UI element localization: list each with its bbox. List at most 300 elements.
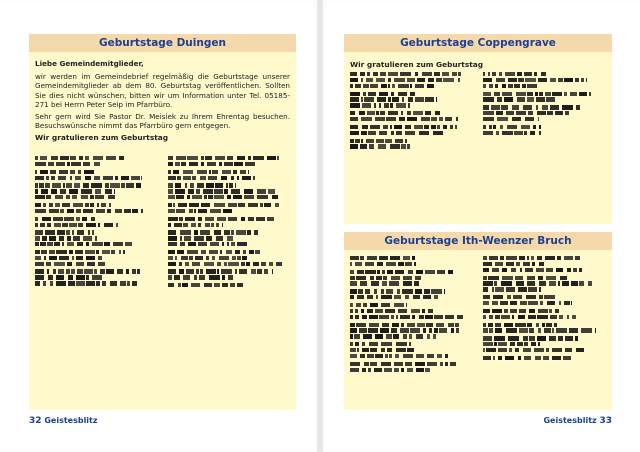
redacted-entry — [35, 217, 158, 227]
redacted-line — [35, 269, 158, 273]
redaction-block — [197, 183, 205, 187]
redaction-block — [407, 323, 415, 327]
redacted-line — [350, 139, 473, 143]
redaction-block — [205, 223, 210, 227]
redaction-block — [245, 162, 254, 166]
redaction-block — [564, 256, 572, 260]
redaction-block — [374, 289, 378, 293]
redaction-block — [523, 348, 531, 352]
redaction-block — [367, 309, 373, 313]
redacted-line — [483, 342, 606, 346]
right-page — [321, 0, 640, 452]
redaction-block — [176, 209, 185, 213]
redaction-block — [483, 117, 494, 121]
redaction-block — [483, 309, 490, 313]
redaction-block — [381, 295, 392, 299]
redaction-block — [407, 144, 409, 148]
redaction-block — [43, 203, 46, 207]
redaction-block — [350, 270, 354, 274]
redaction-block — [545, 92, 550, 96]
redaction-block — [534, 72, 537, 76]
redacted-line — [35, 156, 158, 160]
redacted-line — [483, 323, 606, 327]
redacted-line — [483, 84, 606, 88]
redaction-block — [42, 236, 47, 240]
redaction-block — [54, 262, 65, 266]
redaction-block — [569, 328, 578, 332]
redaction-block — [554, 323, 556, 327]
redaction-block — [176, 156, 186, 160]
redaction-block — [367, 354, 374, 358]
redaction-block — [82, 217, 87, 221]
redaction-block — [488, 276, 498, 280]
redaction-block — [132, 269, 136, 273]
redacted-column — [350, 256, 473, 375]
redaction-block — [408, 103, 410, 107]
redaction-block — [431, 117, 437, 121]
redaction-block — [206, 183, 214, 187]
redaction-block — [93, 156, 104, 160]
page-number: 32 — [29, 416, 42, 426]
redaction-block — [359, 328, 367, 332]
redaction-block — [489, 125, 493, 129]
redaction-block — [35, 170, 37, 174]
redaction-block — [544, 295, 554, 299]
redaction-block — [537, 315, 547, 319]
redaction-block — [397, 289, 400, 293]
redaction-block — [516, 262, 520, 266]
redaction-block — [570, 92, 577, 96]
redaction-block — [350, 303, 353, 307]
redaction-block — [538, 117, 539, 121]
redaction-block — [60, 156, 69, 160]
redaction-block — [350, 139, 354, 143]
redaction-block — [547, 111, 553, 115]
redaction-block — [203, 189, 213, 193]
redaction-block — [58, 176, 67, 180]
redaction-block — [350, 111, 355, 115]
redaction-block — [121, 176, 129, 180]
redacted-entry — [35, 183, 158, 199]
redaction-block — [428, 78, 434, 82]
redaction-block — [76, 256, 83, 260]
redaction-block — [108, 195, 115, 199]
redaction-block — [92, 230, 94, 234]
redaction-block — [513, 295, 522, 299]
redaction-block — [390, 256, 399, 260]
redaction-block — [579, 281, 584, 285]
redaction-block — [405, 262, 411, 266]
redaction-block — [221, 269, 231, 273]
redacted-line — [35, 242, 158, 246]
redacted-entry — [35, 230, 158, 246]
redacted-entry — [168, 183, 291, 199]
redaction-block — [384, 103, 388, 107]
redaction-block — [355, 315, 360, 319]
redaction-block — [247, 230, 251, 234]
redaction-block — [206, 269, 216, 273]
redaction-block — [277, 156, 279, 160]
redaction-block — [552, 328, 554, 332]
redaction-block — [73, 203, 83, 207]
redaction-block — [227, 242, 229, 246]
redaction-block — [49, 236, 56, 240]
redaction-block — [507, 295, 511, 299]
redaction-block — [424, 289, 430, 293]
redaction-block — [187, 156, 198, 160]
redaction-block — [189, 203, 199, 207]
redaction-block — [350, 97, 359, 101]
redaction-block — [538, 328, 541, 332]
redaction-block — [508, 84, 513, 88]
redaction-block — [175, 256, 177, 260]
redaction-block — [241, 217, 245, 221]
redaction-block — [414, 262, 416, 266]
redaction-block — [368, 368, 370, 372]
redaction-block — [425, 111, 431, 115]
redaction-block — [92, 275, 101, 279]
redacted-entry — [35, 156, 158, 166]
redacted-line — [350, 97, 473, 101]
redaction-block — [376, 276, 382, 280]
redaction-block — [350, 362, 360, 366]
redaction-block — [391, 92, 394, 96]
redacted-line — [350, 362, 473, 366]
redaction-block — [437, 125, 440, 129]
redaction-block — [396, 131, 402, 135]
redaction-block — [83, 209, 93, 213]
redaction-block — [350, 92, 360, 96]
footer-left — [29, 416, 98, 426]
redaction-block — [106, 156, 117, 160]
redaction-block — [394, 368, 399, 372]
redaction-block — [350, 368, 359, 372]
redaction-block — [86, 242, 89, 246]
redaction-block — [489, 315, 493, 319]
redaction-block — [539, 281, 546, 285]
redaction-block — [85, 203, 89, 207]
redaction-block — [67, 236, 71, 240]
redacted-line — [350, 354, 473, 358]
redaction-block — [94, 176, 100, 180]
redaction-block — [501, 281, 512, 285]
redaction-block — [81, 195, 88, 199]
redaction-block — [196, 189, 200, 193]
redaction-block — [564, 301, 570, 305]
redaction-block — [76, 275, 84, 279]
redacted-line — [350, 117, 473, 121]
redaction-block — [527, 84, 537, 88]
redaction-block — [204, 195, 207, 199]
redaction-block — [448, 270, 452, 274]
redaction-block — [536, 97, 545, 101]
redaction-block — [360, 144, 367, 148]
redaction-block — [535, 92, 538, 96]
redaction-block — [183, 275, 191, 279]
redaction-block — [395, 354, 399, 358]
redacted-line — [168, 256, 291, 260]
redaction-block — [209, 170, 211, 174]
redaction-block — [443, 125, 447, 129]
redaction-block — [98, 223, 100, 227]
redacted-entry — [350, 92, 473, 108]
redaction-block — [244, 195, 254, 199]
redaction-block — [255, 250, 260, 254]
redacted-entry — [168, 170, 291, 180]
redaction-block — [79, 156, 82, 160]
redaction-block — [504, 323, 513, 327]
redaction-block — [95, 236, 97, 240]
redaction-block — [497, 117, 508, 121]
redaction-block — [116, 223, 118, 227]
redaction-block — [483, 315, 486, 319]
redaction-block — [251, 269, 256, 273]
redaction-block — [505, 72, 516, 76]
redaction-block — [572, 315, 576, 319]
redaction-block — [168, 250, 175, 254]
redaction-block — [362, 315, 367, 319]
redaction-block — [364, 97, 374, 101]
redaction-block — [360, 256, 363, 260]
redaction-block — [504, 309, 508, 313]
redaction-block — [85, 156, 89, 160]
redaction-block — [410, 328, 419, 332]
redaction-block — [84, 269, 92, 273]
redaction-block — [434, 328, 437, 332]
redaction-block — [496, 111, 503, 115]
redaction-block — [35, 162, 46, 166]
redaction-block — [498, 342, 506, 346]
redaction-block — [67, 209, 74, 213]
redaction-block — [178, 283, 181, 287]
redaction-block — [581, 78, 584, 82]
redaction-block — [531, 256, 535, 260]
redaction-block — [76, 217, 80, 221]
redaction-block — [248, 217, 254, 221]
redaction-block — [400, 315, 410, 319]
redaction-block — [72, 230, 75, 234]
redaction-block — [450, 125, 453, 129]
redaction-block — [512, 105, 519, 109]
redaction-block — [66, 183, 72, 187]
redaction-block — [541, 72, 547, 76]
redaction-block — [350, 117, 358, 121]
redaction-block — [550, 315, 557, 319]
redacted-line — [350, 328, 473, 332]
redaction-block — [131, 176, 140, 180]
redaction-block — [536, 323, 540, 327]
redaction-block — [45, 183, 50, 187]
redaction-block — [200, 230, 211, 234]
redaction-block — [363, 84, 369, 88]
redacted-line — [168, 250, 291, 254]
redaction-block — [269, 262, 274, 266]
redaction-block — [173, 170, 179, 174]
redaction-block — [367, 295, 372, 299]
redaction-block — [564, 92, 567, 96]
redaction-block — [194, 236, 204, 240]
redaction-block — [60, 209, 64, 213]
redaction-block — [512, 117, 521, 121]
redaction-block — [401, 368, 404, 372]
redaction-block — [385, 139, 392, 143]
redaction-block — [136, 183, 141, 187]
redaction-block — [127, 281, 130, 285]
redaction-block — [120, 281, 125, 285]
redaction-block — [264, 269, 268, 273]
redaction-block — [361, 97, 363, 101]
redaction-block — [226, 183, 228, 187]
redaction-block — [40, 242, 46, 246]
redaction-block — [426, 323, 433, 327]
redaction-block — [483, 256, 487, 260]
redaction-block — [350, 125, 358, 129]
redacted-entry — [483, 125, 606, 135]
redaction-block — [492, 301, 498, 305]
redaction-block — [483, 92, 491, 96]
redaction-block — [375, 309, 382, 313]
redaction-block — [567, 315, 569, 319]
redaction-block — [515, 323, 526, 327]
redaction-block — [75, 250, 84, 254]
redaction-block — [239, 269, 247, 273]
redaction-block — [433, 334, 436, 338]
redaction-block — [495, 328, 503, 332]
redaction-block — [377, 262, 384, 266]
redaction-block — [382, 281, 387, 285]
redaction-block — [562, 281, 569, 285]
redaction-block — [86, 256, 95, 260]
redaction-block — [52, 183, 61, 187]
redaction-block — [483, 336, 492, 340]
redaction-block — [537, 336, 545, 340]
redaction-block — [536, 268, 544, 272]
redaction-block — [53, 217, 63, 221]
redacted-line — [350, 92, 473, 96]
redaction-block — [502, 276, 512, 280]
redaction-block — [370, 276, 373, 280]
redaction-block — [416, 334, 424, 338]
redaction-block — [549, 281, 555, 285]
redaction-block — [208, 176, 217, 180]
redaction-block — [174, 275, 180, 279]
redaction-block — [405, 131, 415, 135]
redaction-block — [396, 342, 407, 346]
redacted-line — [35, 223, 158, 227]
redaction-block — [405, 139, 407, 143]
redaction-block — [537, 256, 542, 260]
redaction-block — [60, 189, 66, 193]
redaction-block — [445, 362, 447, 366]
redacted-entry — [168, 269, 291, 279]
redaction-block — [35, 176, 44, 180]
redacted-line — [483, 262, 606, 266]
redaction-block — [403, 256, 411, 260]
redaction-block — [519, 328, 528, 332]
redaction-block — [488, 72, 490, 76]
redaction-block — [350, 289, 357, 293]
redacted-line — [168, 283, 291, 287]
redaction-block — [50, 281, 53, 285]
redaction-block — [174, 223, 182, 227]
redaction-block — [198, 242, 207, 246]
redaction-block — [67, 262, 72, 266]
redacted-column — [350, 72, 473, 152]
redaction-block — [427, 84, 434, 88]
redaction-block — [571, 301, 572, 305]
redacted-line — [168, 262, 291, 266]
redaction-block — [275, 203, 279, 207]
redaction-block — [388, 72, 398, 76]
redaction-block — [350, 315, 353, 319]
redaction-block — [384, 368, 392, 372]
redaction-block — [206, 236, 212, 240]
redaction-block — [361, 78, 363, 82]
redaction-block — [528, 315, 537, 319]
redaction-block — [492, 287, 494, 291]
redaction-block — [49, 203, 53, 207]
redaction-block — [55, 195, 63, 199]
redaction-block — [550, 78, 556, 82]
redaction-block — [106, 269, 113, 273]
redaction-block — [97, 203, 99, 207]
redaction-block — [543, 356, 549, 360]
redaction-block — [175, 189, 185, 193]
redaction-block — [535, 356, 541, 360]
redaction-block — [350, 328, 357, 332]
redaction-block — [506, 256, 517, 260]
redacted-line — [168, 230, 291, 234]
redaction-block — [379, 131, 388, 135]
redaction-block — [492, 309, 503, 313]
redaction-block — [579, 92, 587, 96]
redaction-block — [363, 334, 372, 338]
redaction-block — [367, 111, 374, 115]
redaction-block — [512, 315, 515, 319]
redaction-block — [439, 328, 447, 332]
redaction-block — [117, 269, 123, 273]
redaction-block — [483, 342, 493, 346]
redaction-block — [518, 78, 524, 82]
redacted-line — [35, 176, 158, 180]
redaction-block — [415, 72, 418, 76]
redaction-block — [558, 78, 563, 82]
redaction-block — [429, 328, 432, 332]
redacted-column — [483, 256, 606, 375]
redaction-block — [208, 195, 213, 199]
redaction-block — [443, 78, 454, 82]
redaction-block — [49, 209, 58, 213]
redaction-block — [387, 270, 394, 274]
redaction-block — [231, 189, 240, 193]
redaction-block — [35, 256, 41, 260]
redaction-block — [500, 125, 503, 129]
redacted-line — [350, 78, 473, 82]
redaction-block — [501, 315, 510, 319]
redaction-block — [538, 342, 540, 346]
subheading-duingen: Wir gratulieren zum Geburtstag — [35, 133, 169, 143]
redaction-block — [367, 256, 378, 260]
redacted-line — [350, 315, 473, 319]
redacted-line — [483, 131, 606, 135]
redaction-block — [445, 117, 453, 121]
redaction-block — [54, 223, 60, 227]
redaction-block — [78, 223, 83, 227]
redaction-block — [549, 309, 552, 313]
redaction-block — [197, 170, 208, 174]
redacted-line — [483, 315, 606, 319]
redaction-block — [451, 328, 455, 332]
